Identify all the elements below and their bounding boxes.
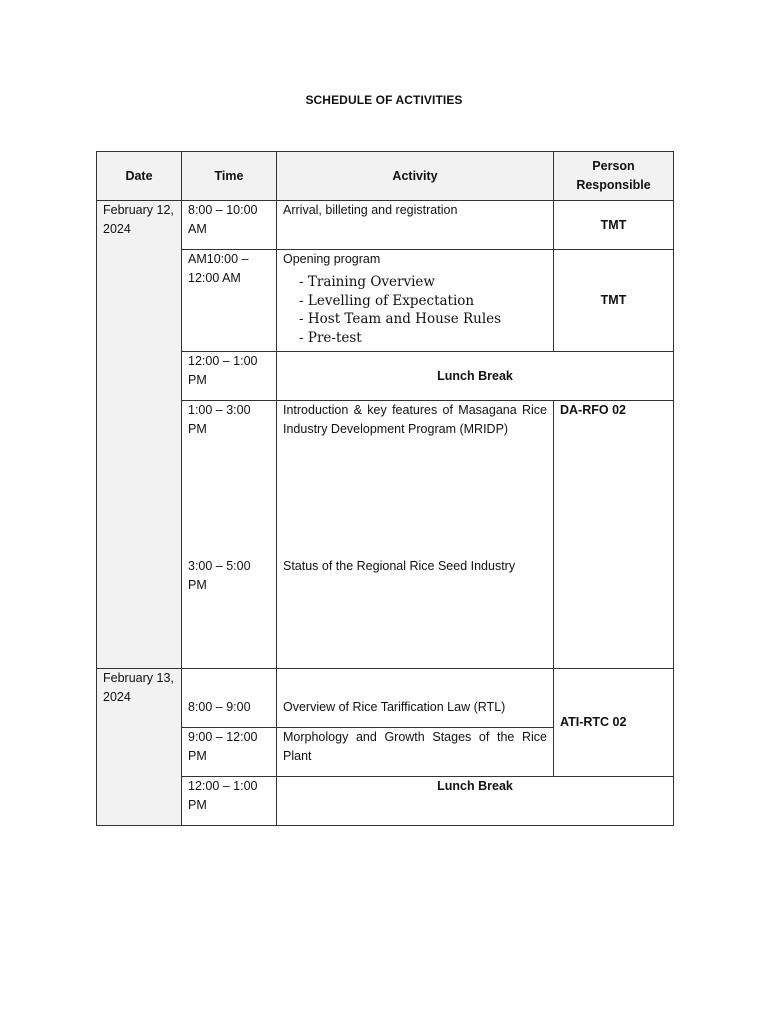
activity-cell: Arrival, billeting and registration [277,201,554,250]
list-item: - Host Team and House Rules [299,310,547,329]
header-date: Date [97,152,182,201]
activity-cell: Morphology and Growth Stages of the Rice Plant [277,728,554,777]
table-row [97,669,674,728]
time-cell: 12:00 – 1:00 PM [182,352,277,401]
table-row [97,201,674,250]
time-cell: 8:00 – 10:00 AM [182,201,277,250]
header-activity: Activity [277,152,554,201]
time-cell: AM10:00 – 12:00 AM [182,250,277,352]
person-cell: TMT [554,250,674,352]
activity-cell: Overview of Rice Tariffication Law (RTL) [277,669,554,728]
time-cell [182,401,277,669]
table-row [97,401,674,669]
time-cell: 12:00 – 1:00 PM [182,777,277,826]
activity-subitem-list [283,273,547,347]
activity-text: Opening program [283,252,381,266]
time-text: 1:00 – 3:00 PM [188,403,251,436]
person-cell: TMT [554,201,674,250]
time-cell: 8:00 – 9:00 [182,669,277,728]
person-cell: DA-RFO 02 [554,401,674,669]
header-time: Time [182,152,277,201]
activity-cell [277,401,554,669]
page-title: SCHEDULE OF ACTIVITIES [305,93,463,107]
activity-text: Status of the Regional Rice Seed Industry [283,559,516,573]
time-cell: 9:00 – 12:00 PM [182,728,277,777]
table-row [97,777,674,826]
table-row [97,352,674,401]
list-item: - Training Overview [299,273,547,292]
lunch-break-cell: Lunch Break [277,352,674,401]
activity-cell [277,250,554,352]
activity-text: Introduction & key features of Masagana Rice Industry Development Program (MRIDP) [283,403,547,436]
date-cell: February 13, 2024 [97,669,182,826]
schedule-table [96,151,674,826]
list-item: - Levelling of Expectation [299,292,547,311]
time-text: 3:00 – 5:00 PM [188,559,251,592]
lunch-break-cell: Lunch Break [277,777,674,826]
header-row [97,152,674,201]
header-person-responsible: Person Responsible [554,152,674,201]
list-item: - Pre-test [299,329,547,348]
table-row [97,250,674,352]
date-cell: February 12, 2024 [97,201,182,669]
person-cell: ATI-RTC 02 [554,669,674,777]
